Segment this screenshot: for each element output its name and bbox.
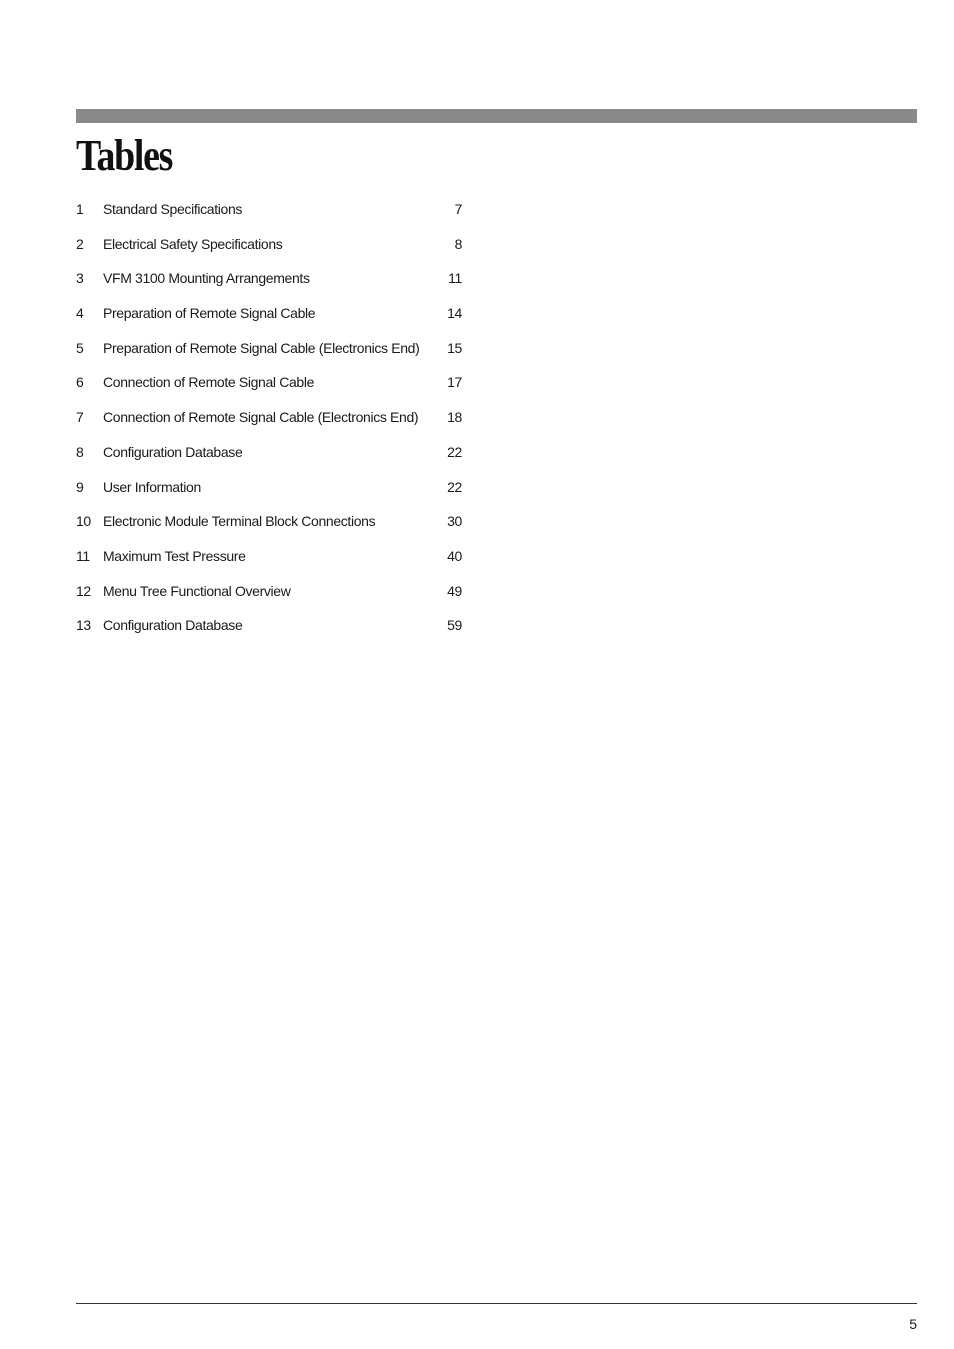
header-bar [76, 109, 917, 123]
toc-entry-number: 10 [76, 513, 91, 530]
toc-entry-number: 3 [76, 270, 84, 287]
toc-entry-number: 9 [76, 478, 84, 495]
toc-entry-title[interactable]: Preparation of Remote Signal Cable [103, 305, 316, 322]
toc-entry-title[interactable]: Configuration Database [103, 617, 243, 634]
toc-entry-page: 59 [447, 617, 462, 634]
toc-entry-page: 30 [447, 513, 462, 530]
toc-entry-page: 22 [447, 443, 462, 460]
footer-rule [76, 1303, 917, 1304]
toc-entry-title[interactable]: Preparation of Remote Signal Cable (Electronics End) [103, 339, 420, 356]
toc-entry-page: 18 [447, 409, 462, 426]
toc-entry-title[interactable]: Menu Tree Functional Overview [103, 582, 291, 599]
toc-entry[interactable] [76, 261, 466, 296]
toc-entry[interactable] [76, 400, 466, 435]
toc-entry-number: 5 [76, 339, 84, 356]
toc-entry-title[interactable]: Connection of Remote Signal Cable (Electronics End) [103, 409, 419, 426]
toc-entry-number: 8 [76, 443, 84, 460]
toc-entry-page: 15 [447, 339, 462, 356]
toc-entry[interactable] [76, 192, 466, 227]
toc-entry[interactable] [76, 435, 466, 470]
toc-entry-number: 11 [76, 547, 90, 564]
toc-entry-page: 11 [448, 270, 462, 287]
toc-entry[interactable] [76, 504, 466, 539]
toc-entry-number: 6 [76, 374, 84, 391]
toc-entry[interactable] [76, 331, 466, 366]
toc-entry-title[interactable]: Configuration Database [103, 443, 243, 460]
toc-entry-title[interactable]: Connection of Remote Signal Cable [103, 374, 315, 391]
toc-entry-page: 8 [454, 235, 462, 252]
toc-entry-number: 2 [76, 235, 84, 252]
toc-entry-page: 14 [447, 305, 462, 322]
toc-entry[interactable] [76, 539, 466, 574]
toc-entry-number: 7 [76, 409, 84, 426]
toc-entry[interactable] [76, 608, 466, 643]
toc-entry-number: 13 [76, 617, 91, 634]
toc-entry[interactable] [76, 470, 466, 505]
toc-entry-page: 49 [447, 582, 462, 599]
toc-entry-page: 40 [447, 547, 462, 564]
toc-entry[interactable] [76, 574, 466, 609]
toc-entry-title[interactable]: Maximum Test Pressure [103, 547, 246, 564]
table-of-contents [76, 192, 466, 643]
toc-entry-title[interactable]: Standard Specifications [103, 201, 243, 217]
toc-entry-title[interactable]: VFM 3100 Mounting Arrangements [103, 270, 310, 287]
toc-entry-page: 7 [454, 201, 462, 217]
toc-entry-title[interactable]: User Information [103, 478, 201, 495]
toc-entry-title[interactable]: Electrical Safety Specifications [103, 235, 283, 252]
page-title: Tables [76, 131, 173, 180]
toc-entry[interactable] [76, 296, 466, 331]
toc-entry-number: 12 [76, 582, 91, 599]
toc-entry-page: 22 [447, 478, 462, 495]
page-number: 5 [909, 1316, 917, 1332]
toc-entry-number: 1 [76, 201, 84, 217]
toc-entry-number: 4 [76, 305, 84, 322]
toc-entry[interactable] [76, 227, 466, 262]
toc-entry-page: 17 [447, 374, 462, 391]
toc-entry-title[interactable]: Electronic Module Terminal Block Connections [103, 513, 376, 530]
toc-entry[interactable] [76, 365, 466, 400]
